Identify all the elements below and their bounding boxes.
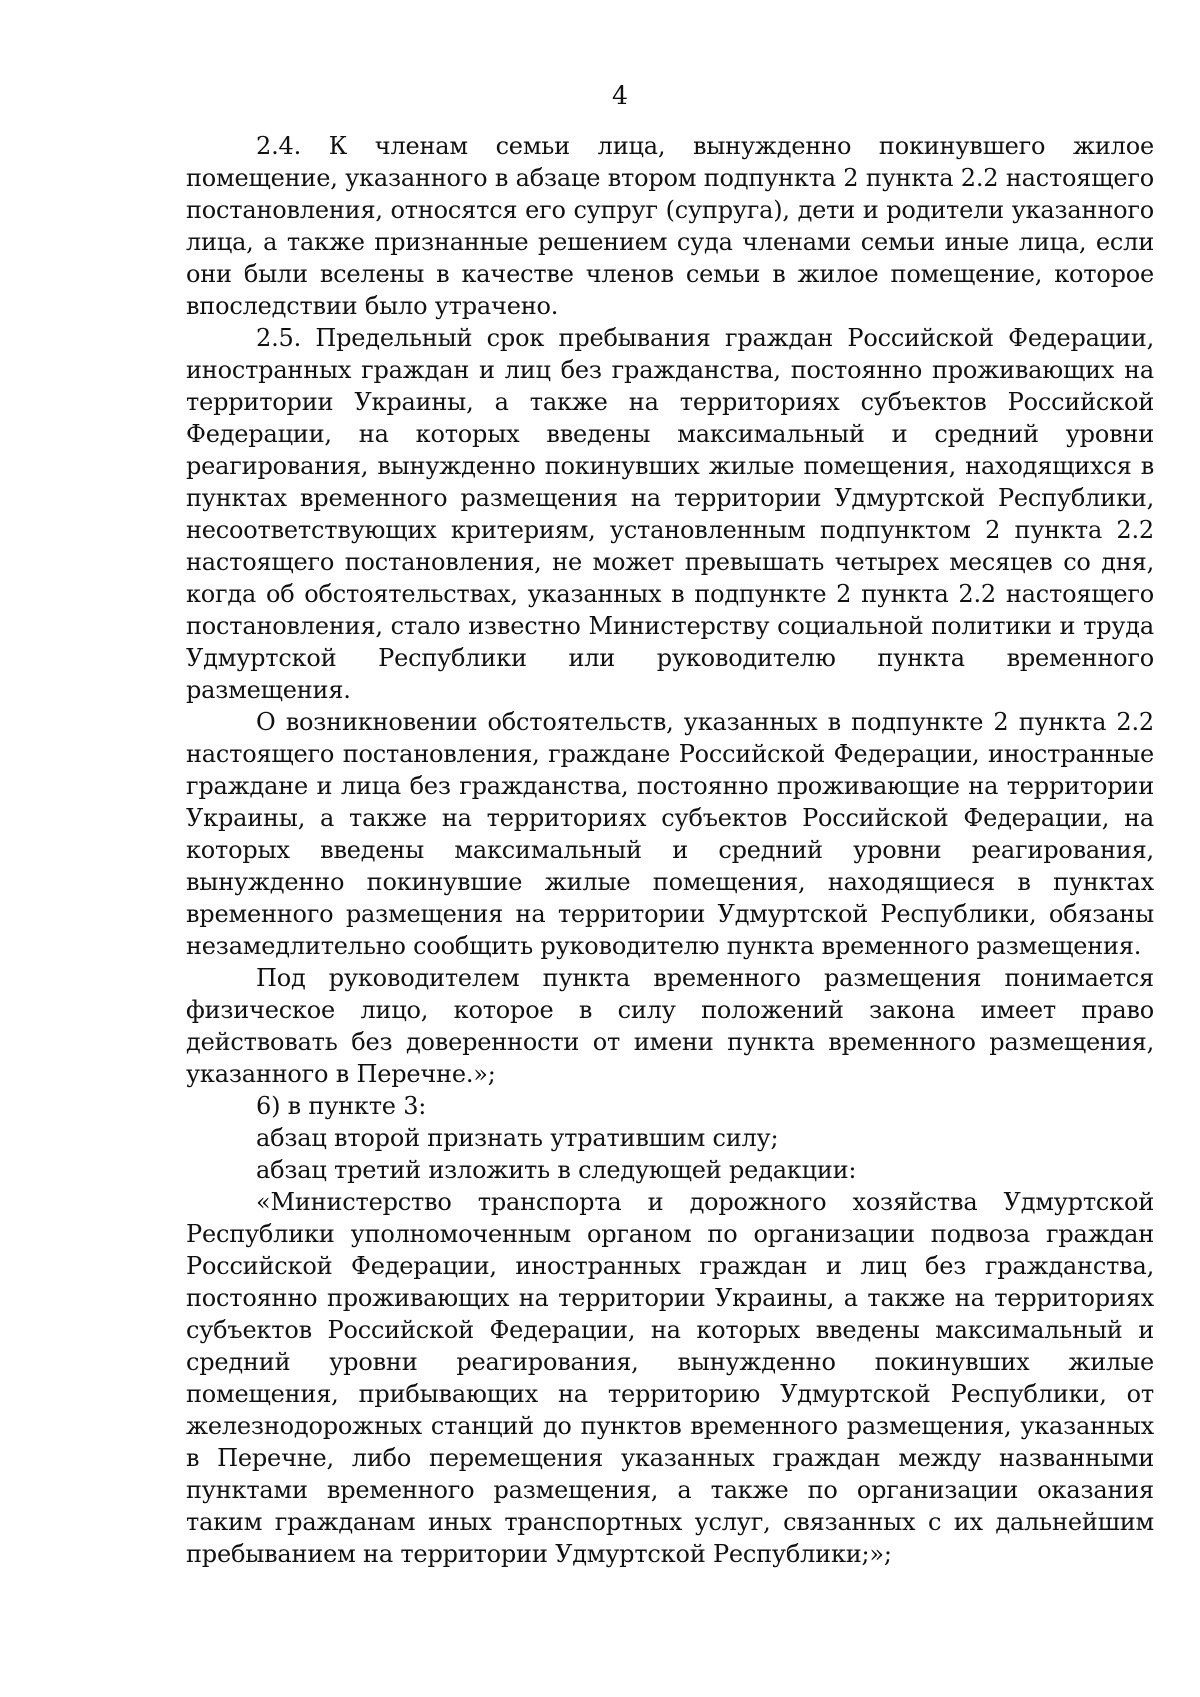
page-number: 4 bbox=[612, 81, 628, 110]
paragraph-circumstances: О возникновении обстоятельств, указанных в подпункте 2 пункта 2.2 настоящего постановления, граждане Российской Федерации, иностранные граждане и лица без гражданства, постоянно проживающие на территории Украины, а также на территориях субъектов Российской Федерации, на которых введены максимальный и средний уровни реагирования, вынужденно покинувшие жилые помещения, находящиеся в пунктах временного размещения на территории Удмуртской Республики, обязаны незамедлительно сообщить руководителю пункта временного размещения. bbox=[186, 708, 1154, 960]
paragraph-2-4: 2.4. К членам семьи лица, вынужденно покинувшего жилое помещение, указанного в абзаце втором подпункта 2 пункта 2.2 настоящего постановления, относятся его супруг (супруга), дети и родители указанного лица, а также признанные решением суда членами семьи иные лица, если они были вселены в качестве членов семьи в жилое помещение, которое впоследствии было утрачено. bbox=[186, 132, 1154, 320]
paragraph-head-definition: Под руководителем пункта временного размещения понимается физическое лицо, которое в силу положений закона имеет право действовать без доверенности от имени пункта временного размещения, указанного в Перечне.»; bbox=[186, 964, 1154, 1088]
paragraph-ministry-transport: «Министерство транспорта и дорожного хозяйства Удмуртской Республики уполномоченным органом по организации подвоза граждан Российской Федерации, иностранных граждан и лиц без гражданства, постоянно проживающих на территории Украины, а также на территориях субъектов Российской Федерации, на которых введены максимальный и средний уровни реагирования, вынужденно покинувших жилые помещения, прибывающих на территорию Удмуртской Республики, от железнодорожных станций до пунктов временного размещения, указанных в Перечне, либо перемещения указанных граждан между названными пунктами временного размещения, а также по организации оказания таким гражданам иных транспортных услуг, связанных с их дальнейшим пребыванием на территории Удмуртской Республики;»; bbox=[186, 1188, 1154, 1568]
document-body bbox=[186, 130, 1154, 1570]
paragraph-point-6: 6) в пункте 3: bbox=[256, 1092, 427, 1120]
paragraph-2-5: 2.5. Предельный срок пребывания граждан Российской Федерации, иностранных граждан и лиц без гражданства, постоянно проживающих на территории Украины, а также на территориях субъектов Российской Федерации, на которых введены максимальный и средний уровни реагирования, вынужденно покинувших жилые помещения, находящихся в пунктах временного размещения на территории Удмуртской Республики, несоответствующих критериям, установленным подпунктом 2 пункта 2.2 настоящего постановления, не может превышать четырех месяцев со дня, когда об обстоятельствах, указанных в подпункте 2 пункта 2.2 настоящего постановления, стало известно Министерству социальной политики и труда Удмуртской Республики или руководителю пункта временного размещения. bbox=[186, 324, 1154, 704]
paragraph-abzac-3: абзац третий изложить в следующей редакции: bbox=[256, 1156, 857, 1184]
paragraph-abzac-2: абзац второй признать утратившим силу; bbox=[256, 1124, 779, 1152]
